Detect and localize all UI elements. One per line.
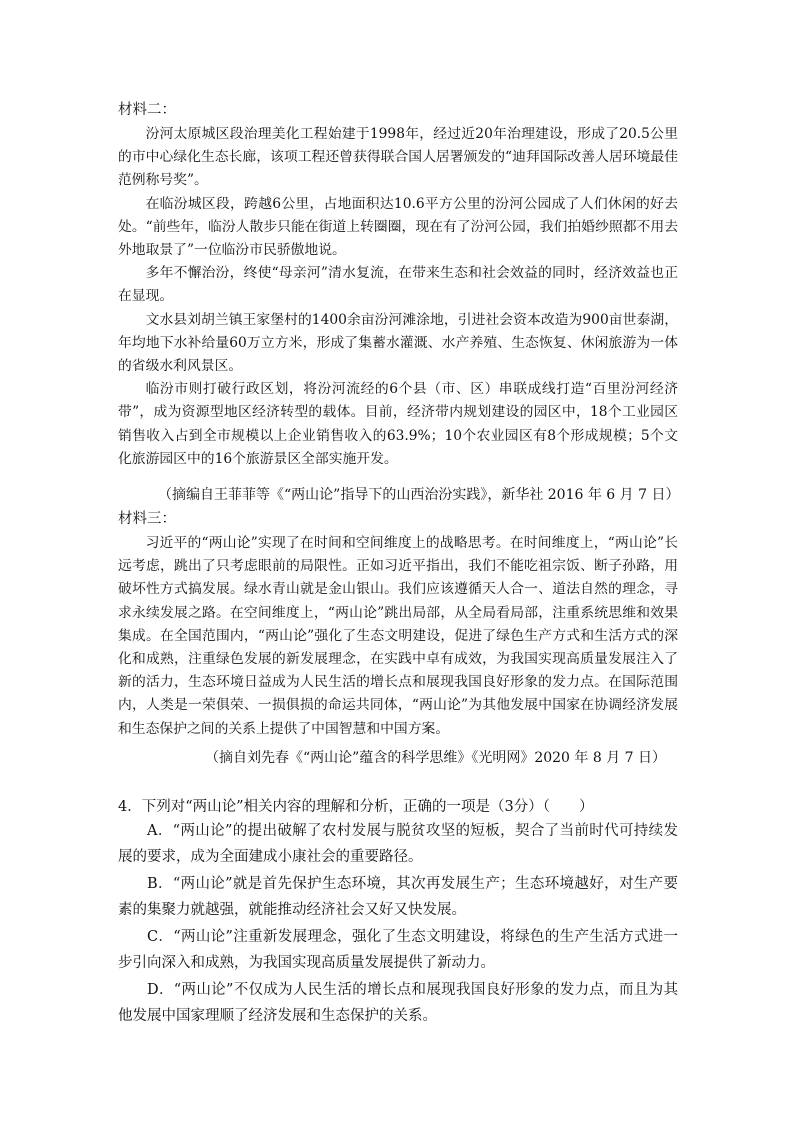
material2-paragraph-1: 汾河太原城区段治理美化工程始建于1998年，经过近20年治理建设，形成了20.5公里的市中心绿化生态长廊，该项工程还曾获得联合国人居署颁发的“迪拜国际改善人居环境最佳范例称号奖”。 <box>118 126 678 189</box>
material2-paragraph-4: 文水县刘胡兰镇王家堡村的1400余亩汾河滩涂地，引进社会资本改造为900亩世泰湖，年均地下水补给量60万立方米，形成了集蓄水灌溉、水产养殖、生态恢复、休闲旅游为一体的省级水利风景区。 <box>118 311 678 375</box>
material2-heading: 材料二： <box>118 102 176 118</box>
question-4-stem: 4．下列对“两山论”相关内容的理解和分析，正确的一项是（3分）（ ） <box>118 799 594 815</box>
option-b: B．“两山论”就是首先保护生态环境，其次再发展生产；生态环境越好，对生产要素的集聚力就越强，就能推动经济社会又好又快发展。 <box>118 876 678 918</box>
option-a: A．“两山论”的提出破解了农村发展与脱贫攻坚的短板，契合了当前时代可持续发展的要求，成为全面建成小康社会的重要路径。 <box>118 823 678 865</box>
material2-paragraph-5: 临汾市则打破行政区划，将汾河流经的6个县（市、区）串联成线打造“百里汾河经济带”，成为资源型地区经济转型的载体。目前，经济带内规划建设的园区中，18个工业园区销售收入占到全市规模以上企业销售收入的63.9%；10个农业园区有8个形成规模；5个文化旅游园区中的16个旅游景区全部实施开发。 <box>118 381 678 467</box>
material2-paragraph-2: 在临汾城区段，跨越6公里，占地面积达10.6平方公里的汾河公园成了人们休闲的好去处。“前些年，临汾人散步只能在街道上转圈圈，现在有了汾河公园，我们拍婚纱照都不用去外地取景了”一位临汾市民骄傲地说。 <box>118 195 678 259</box>
material2-source: （摘编自王菲菲等《“两山论”指导下的山西治汾实践》，新华社 2016 年 6 月 7 日） <box>158 487 680 503</box>
question-4 <box>118 795 678 1029</box>
material3-paragraph-1: 习近平的“两山论”实现了在时间和空间维度上的战略思考。在时间维度上，“两山论”长远考虑，跳出了只考虑眼前的局限性。正如习近平指出，我们不能吃祖宗饭、断子孙路，用破坏性方式搞发展。绿水青山就是金山银山。我们应该遵循天人合一、道法自然的理念，寻求永续发展之路。在空间维度上，“两山论”跳出局部，从全局看局部，注重系统思维和效果集成。在全国范围内，“两山论”强化了生态文明建设，促进了绿色生产方式和生活方式的深化和成熟，注重绿色发展的新发展理念，在实践中卓有成效，为我国实现高质量发展注入了新的活力，生态环境日益成为人民生活的增长点和展现我国良好形象的发力点。在国际范围内，人类是一荣俱荣、一损俱损的命运共同体，“两山论”为其他发展中国家在协调经济发展和生态保护之间的关系上提供了中国智慧和中国方案。 <box>118 535 678 737</box>
material2-body <box>118 123 678 471</box>
material3-heading: 材料三： <box>118 511 176 527</box>
option-c: C．“两山论”注重新发展理念，强化了生态文明建设，将绿色的生产生活方式进一步引向深入和成熟，为我国实现高质量发展提供了新动力。 <box>118 929 678 971</box>
material2-paragraph-3: 多年不懈治汾，终使“母亲河”清水复流，在带来生态和社会效益的同时，经济效益也正在显现。 <box>118 265 678 305</box>
material3-body <box>118 532 678 741</box>
material3-source: （摘自刘先春《“两山论”蕴含的科学思维》《光明网》2020 年 8 月 7 日） <box>205 750 667 766</box>
option-d: D．“两山论”不仅成为人民生活的增长点和展现我国良好形象的发力点，而且为其他发展中国家理顺了经济发展和生态保护的关系。 <box>118 982 678 1024</box>
